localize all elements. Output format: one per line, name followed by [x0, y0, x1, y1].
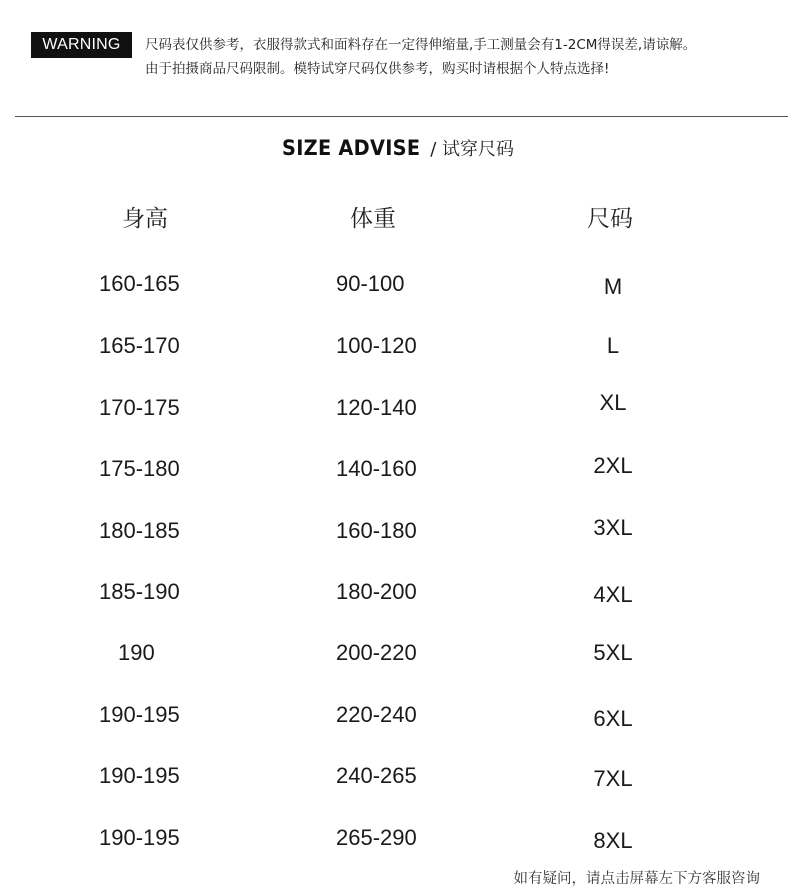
header-size: 尺码 [587, 206, 633, 232]
cell-height: 180-185 [99, 518, 180, 543]
cell-height: 190-195 [99, 763, 180, 788]
cell-size: M [603, 274, 623, 299]
cell-size: 3XL [593, 515, 633, 540]
cell-weight: 100-120 [336, 333, 417, 358]
cell-weight: 200-220 [336, 640, 417, 665]
cell-size: 4XL [593, 582, 633, 607]
cell-size: 5XL [593, 640, 633, 665]
cell-size: 2XL [593, 453, 633, 478]
cell-height: 185-190 [99, 579, 180, 604]
header-weight: 体重 [350, 206, 396, 232]
cell-height: 190-195 [99, 702, 180, 727]
cell-weight: 240-265 [336, 763, 417, 788]
cell-size: 8XL [593, 828, 633, 853]
cell-weight: 180-200 [336, 579, 417, 604]
cell-height: 175-180 [99, 456, 180, 481]
cell-size: 6XL [593, 706, 633, 731]
cell-weight: 120-140 [336, 395, 417, 420]
section-title [0, 135, 790, 161]
cell-height: 190-195 [99, 825, 180, 850]
cell-size: L [606, 333, 620, 358]
cell-weight: 220-240 [336, 702, 417, 727]
header-height: 身高 [122, 206, 168, 232]
cell-weight: 90-100 [336, 271, 405, 296]
cell-height: 190 [118, 640, 155, 665]
cell-size: 7XL [593, 766, 633, 791]
footer-note: 如有疑问，请点击屏幕左下方客服咨询 [513, 871, 760, 887]
cell-height: 160-165 [99, 271, 180, 296]
title-cn: / 试穿尺码 [430, 139, 515, 160]
warning-line-1: 尺码表仅供参考，衣服得款式和面料存在一定得伸缩量,手工测量会有1-2CM得误差,请谅解。 [145, 37, 697, 53]
divider [15, 116, 788, 117]
warning-text [145, 33, 785, 81]
cell-size: XL [599, 390, 627, 415]
warning-line-2: 由于拍摄商品尺码限制。模特试穿尺码仅供参考，购买时请根据个人特点选择! [145, 61, 610, 77]
warning-badge: WARNING [31, 32, 132, 58]
title-en: SIZE ADVISE [281, 136, 421, 160]
cell-weight: 160-180 [336, 518, 417, 543]
cell-weight: 140-160 [336, 456, 417, 481]
cell-height: 165-170 [99, 333, 180, 358]
cell-weight: 265-290 [336, 825, 417, 850]
cell-height: 170-175 [99, 395, 180, 420]
